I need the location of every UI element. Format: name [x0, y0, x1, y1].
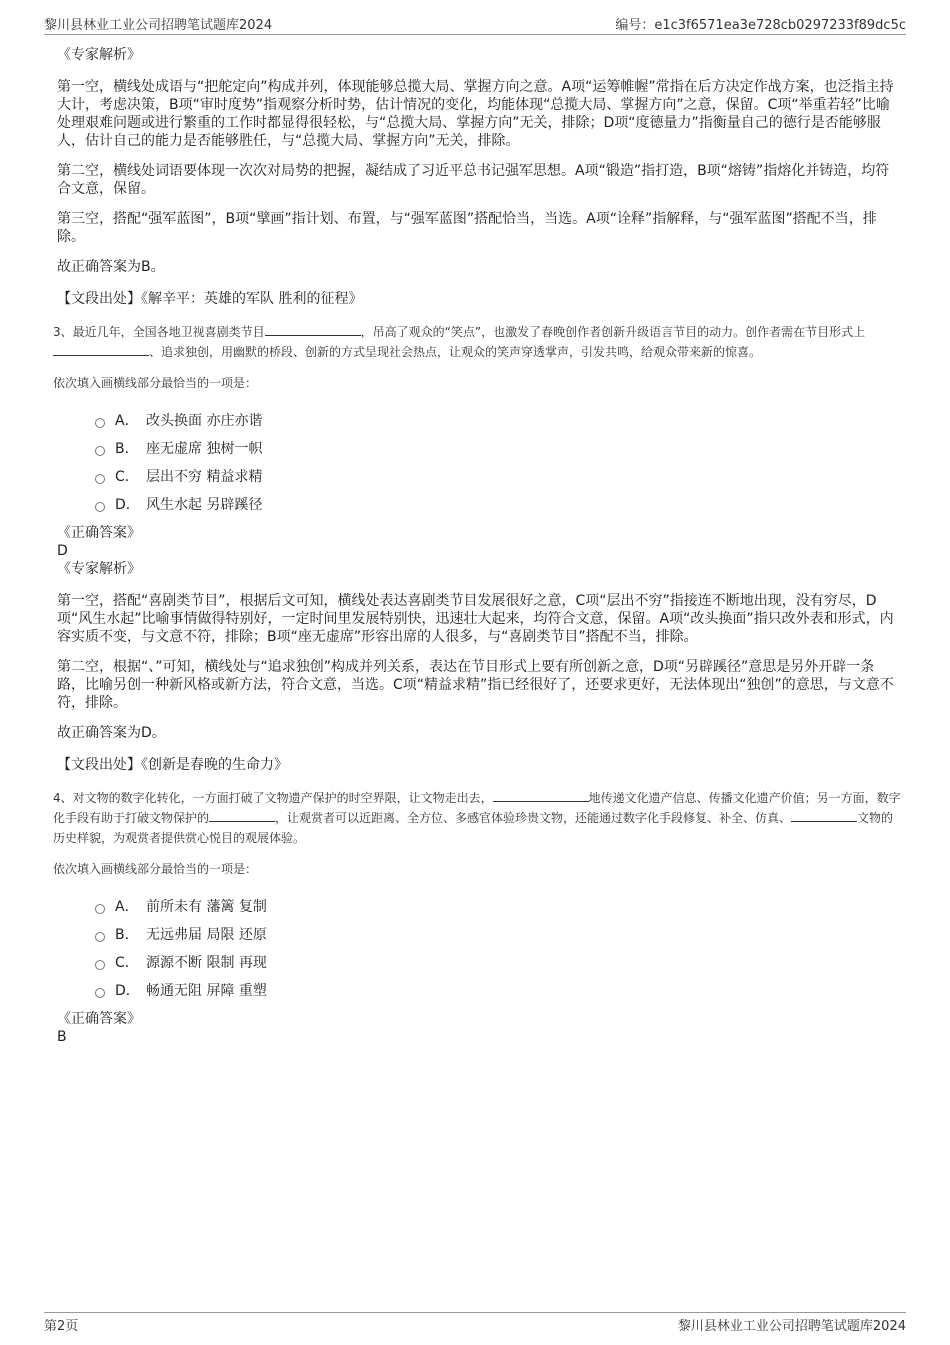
q3-text-b: ，吊高了观众的“笑点”，也激发了春晚创作者创新升级语言节目的动力。创作者需在节目形式上 [360, 325, 866, 339]
q3-blank-2 [53, 343, 149, 356]
q4-instruction: 依次填入画横线部分最恰当的一项是： [53, 862, 258, 876]
option-text: 无远弗届 局限 还原 [146, 927, 267, 943]
radio-icon[interactable] [95, 904, 105, 914]
q4-text-a: 4、对文物的数字化转化，一方面打破了文物遗产保护的时空界限，让文物走出去， [53, 791, 493, 805]
option-letter: C． [115, 469, 139, 485]
q3-text-c: 、追求独创，用幽默的桥段、创新的方式呈现社会热点，让观众的笑声穿透掌声，引发共鸣，给观众带来新的惊喜。 [149, 345, 762, 359]
document-body [53, 46, 902, 1050]
header-code [615, 14, 906, 33]
q3-conclusion: 故正确答案为D。 [57, 725, 166, 741]
q3-option-d[interactable] [95, 490, 902, 518]
option-letter: A． [115, 899, 139, 915]
q4-option-c[interactable] [95, 948, 902, 976]
radio-icon[interactable] [95, 502, 105, 512]
q3-option-c[interactable] [95, 462, 902, 490]
header-code-label: 编号： [615, 18, 655, 33]
q3-blank-1 [265, 323, 361, 336]
q3-option-b[interactable] [95, 434, 902, 462]
option-text: 畅通无阻 屏障 重塑 [146, 983, 267, 999]
option-letter: A． [115, 413, 139, 429]
q3-source-title: 《创新是春晚的生命力》 [141, 757, 288, 773]
footer-title: 黎川县林业工业公司招聘笔试题库2024 [677, 1319, 906, 1334]
q2-analysis-para2: 第二空，横线处词语要体现一次次对局势的把握，凝结成了习近平总书记强军思想。A项“锻造”指打造，B项“熔铸”指熔化并铸造，均符合文意，保留。 [57, 163, 890, 197]
q2-conclusion: 故正确答案为B。 [57, 259, 165, 275]
option-text: 风生水起 另辟蹊径 [146, 497, 263, 513]
q3-question [53, 322, 902, 362]
q4-answer-label: 《正确答案》 [57, 1011, 141, 1027]
q3-source [57, 756, 902, 774]
q2-source-label: 【文段出处】 [57, 291, 141, 307]
option-text: 源源不断 限制 再现 [146, 955, 267, 971]
q3-instruction: 依次填入画横线部分最恰当的一项是： [53, 376, 258, 390]
q4-blank-1 [493, 789, 589, 802]
q3-analysis-label: 《专家解析》 [57, 561, 141, 577]
q4-question [53, 788, 902, 848]
q2-analysis-para1: 第一空，横线处成语与“把舵定向”构成并列，体现能够总揽大局、掌握方向之意。A项“运筹帷幄”常指在后方决定作战方案，也泛指主持大计，考虑决策，B项“审时度势”指观察分析时势，估计情况的变化，均能体现“总揽大局、掌握方向”之意，保留。C项“举重若轻”比喻处理艰难问题或进行繁重的工作时都显得很轻松，与“总揽大局、掌握方向”无关，排除；D项“度德量力”指衡量自己的德行是否能够服人，估计自己的能力是否能够胜任，与“总揽大局、掌握方向”无关，排除。 [57, 79, 894, 149]
q3-answer: D [57, 543, 68, 559]
q3-answer-label: 《正确答案》 [57, 525, 141, 541]
q2-analysis-para3: 第三空，搭配“强军蓝图”，B项“擘画”指计划、布置，与“强军蓝图”搭配恰当，当选。A项“诠释”指解释，与“强军蓝图”搭配不当，排除。 [57, 211, 877, 245]
q4-blank-3 [791, 809, 857, 822]
option-letter: D． [115, 983, 140, 999]
footer-page-number: 第2页 [44, 1319, 79, 1334]
q4-options [95, 892, 902, 1004]
radio-icon[interactable] [95, 474, 105, 484]
q3-analysis-para2: 第二空，根据“、”可知，横线处与“追求独创”构成并列关系，表达在节目形式上要有所创新之意，D项“另辟蹊径”意思是另外开辟一条路，比喻另创一种新风格或新方法，符合文意，当选。C项“精益求精”指已经很好了，还要求更好，无法体现出“独创”的意思，与文意不符，排除。 [57, 659, 894, 711]
option-text: 前所未有 藩篱 复制 [146, 899, 267, 915]
q3-options [95, 406, 902, 518]
option-text: 层出不穷 精益求精 [146, 469, 263, 485]
q4-option-a[interactable] [95, 892, 902, 920]
q4-option-b[interactable] [95, 920, 902, 948]
q3-source-label: 【文段出处】 [57, 757, 141, 773]
q2-source-title: 《解辛平：英雄的军队 胜利的征程》 [141, 291, 363, 307]
header-code-value: e1c3f6571ea3e728cb0297233f89dc5c [654, 18, 906, 33]
q3-analysis-para1: 第一空，搭配“喜剧类节目”，根据后文可知，横线处表达喜剧类节目发展很好之意，C项“层出不穷”指接连不断地出现，没有穷尽，D项“风生水起”比喻事情做得特别好，一定时间里发展特别快，迅速壮大起来，均符合文意，保留。A项“改头换面”指只改外表和形式，内容实质不变，与文意不符，排除；B项“座无虚席”形容出席的人很多，与“喜剧类节目”搭配不当，排除。 [57, 593, 894, 645]
q2-source [57, 290, 902, 308]
radio-icon[interactable] [95, 932, 105, 942]
q4-text-c: ，让观赏者可以近距离、全方位、多感官体验珍贵文物，还能通过数字化手段修复、补全、仿真、 [275, 811, 792, 825]
q3-text-a: 3、最近几年，全国各地卫视喜剧类节目 [53, 325, 265, 339]
q4-answer: B [57, 1029, 67, 1045]
option-text: 座无虚席 独树一帜 [146, 441, 263, 457]
option-text: 改头换面 亦庄亦谐 [146, 413, 263, 429]
q3-option-a[interactable] [95, 406, 902, 434]
radio-icon[interactable] [95, 418, 105, 428]
q4-text-d: 文物的历史样貌，为观赏者提供赏心悦目的观展体验。 [53, 811, 894, 845]
option-letter: C． [115, 955, 139, 971]
radio-icon[interactable] [95, 446, 105, 456]
q4-option-d[interactable] [95, 976, 902, 1004]
radio-icon[interactable] [95, 960, 105, 970]
header-title: 黎川县林业工业公司招聘笔试题库2024 [44, 18, 273, 33]
page-footer [44, 1312, 906, 1335]
option-letter: D． [115, 497, 140, 513]
q4-text-b: 地传递文化遗产信息、传播文化遗产价值；另一方面，数字化手段有助于打破文物保护的 [53, 791, 901, 825]
q2-analysis-label: 《专家解析》 [57, 47, 141, 63]
option-letter: B． [115, 927, 139, 943]
q4-blank-2 [209, 809, 275, 822]
radio-icon[interactable] [95, 988, 105, 998]
page-header [44, 14, 906, 35]
option-letter: B． [115, 441, 139, 457]
